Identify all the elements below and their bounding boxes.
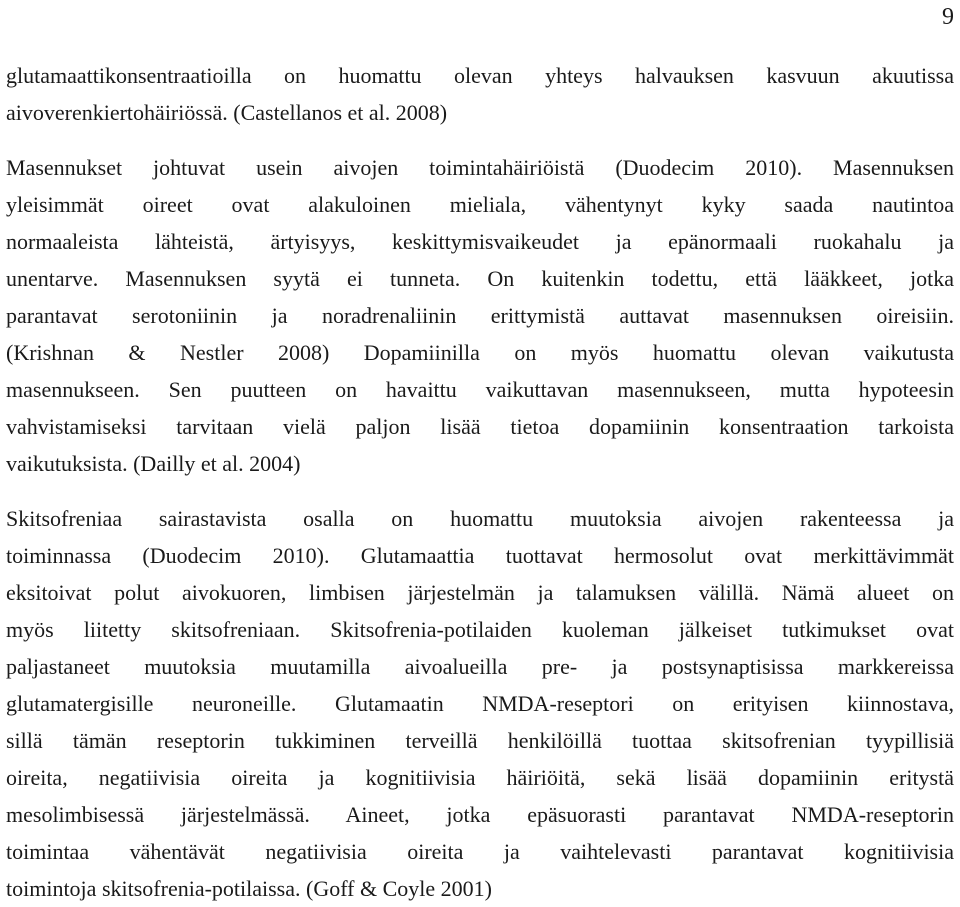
text-line: yleisimmät oireet ovat alakuloinen mieliala, vähentynyt kyky saada nautintoa: [6, 192, 954, 217]
text-line: Masennukset johtuvat usein aivojen toimintahäiriöistä (Duodecim 2010). Masennuksen: [6, 155, 954, 180]
text-line: vahvistamiseksi tarvitaan vielä paljon lisää tietoa dopamiinin konsentraation tarkoista: [6, 414, 954, 439]
text-line: (Krishnan & Nestler 2008) Dopamiinilla on myös huomattu olevan vaikutusta: [6, 340, 954, 365]
text-line: toimintaa vähentävät negatiivisia oireita ja vaihtelevasti parantavat kognitiivisia: [6, 839, 954, 864]
text-line: toiminnassa (Duodecim 2010). Glutamaattia tuottavat hermosolut ovat merkittävimmät: [6, 543, 954, 568]
text-line: paljastaneet muutoksia muutamilla aivoalueilla pre- ja postsynaptisissa markkereissa: [6, 654, 954, 679]
text-line: parantavat serotoniinin ja noradrenaliinin erittymistä auttavat masennuksen oireisiin.: [6, 303, 954, 328]
text-line: eksitoivat polut aivokuoren, limbisen järjestelmän ja talamuksen välillä. Nämä alueet on: [6, 580, 954, 605]
paragraph: [6, 57, 954, 131]
text-line: oireita, negatiivisia oireita ja kognitiivisia häiriöitä, sekä lisää dopamiinin eritystä: [6, 765, 954, 790]
text-line: toimintoja skitsofrenia-potilaissa. (Goff & Coyle 2001): [6, 876, 492, 901]
text-line: Skitsofreniaa sairastavista osalla on huomattu muutoksia aivojen rakenteessa ja: [6, 506, 954, 531]
text-line: vaikutuksista. (Dailly et al. 2004): [6, 451, 301, 476]
text-line: myös liitetty skitsofreniaan. Skitsofrenia-potilaiden kuoleman jälkeiset tutkimukset ovat: [6, 617, 954, 642]
text-line: sillä tämän reseptorin tukkiminen terveillä henkilöillä tuottaa skitsofrenian tyypillisiä: [6, 728, 954, 753]
text-line: glutamaattikonsentraatioilla on huomattu olevan yhteys halvauksen kasvuun akuutissa: [6, 63, 954, 88]
text-line: masennukseen. Sen puutteen on havaittu vaikuttavan masennukseen, mutta hypoteesin: [6, 377, 954, 402]
text-line: aivoverenkiertohäiriössä. (Castellanos et al. 2008): [6, 100, 448, 125]
text-line: glutamatergisille neuroneille. Glutamaatin NMDA-reseptori on erityisen kiinnostava,: [6, 691, 954, 716]
page-number: 9: [942, 4, 954, 30]
text-line: unentarve. Masennuksen syytä ei tunneta. On kuitenkin todettu, että lääkkeet, jotka: [6, 266, 954, 291]
text-line: normaaleista lähteistä, ärtyisyys, keskittymisvaikeudet ja epänormaali ruokahalu ja: [6, 229, 954, 254]
paragraph: [6, 500, 954, 907]
paragraph: [6, 149, 954, 482]
text-line: mesolimbisessä järjestelmässä. Aineet, jotka epäsuorasti parantavat NMDA-reseptorin: [6, 802, 954, 827]
